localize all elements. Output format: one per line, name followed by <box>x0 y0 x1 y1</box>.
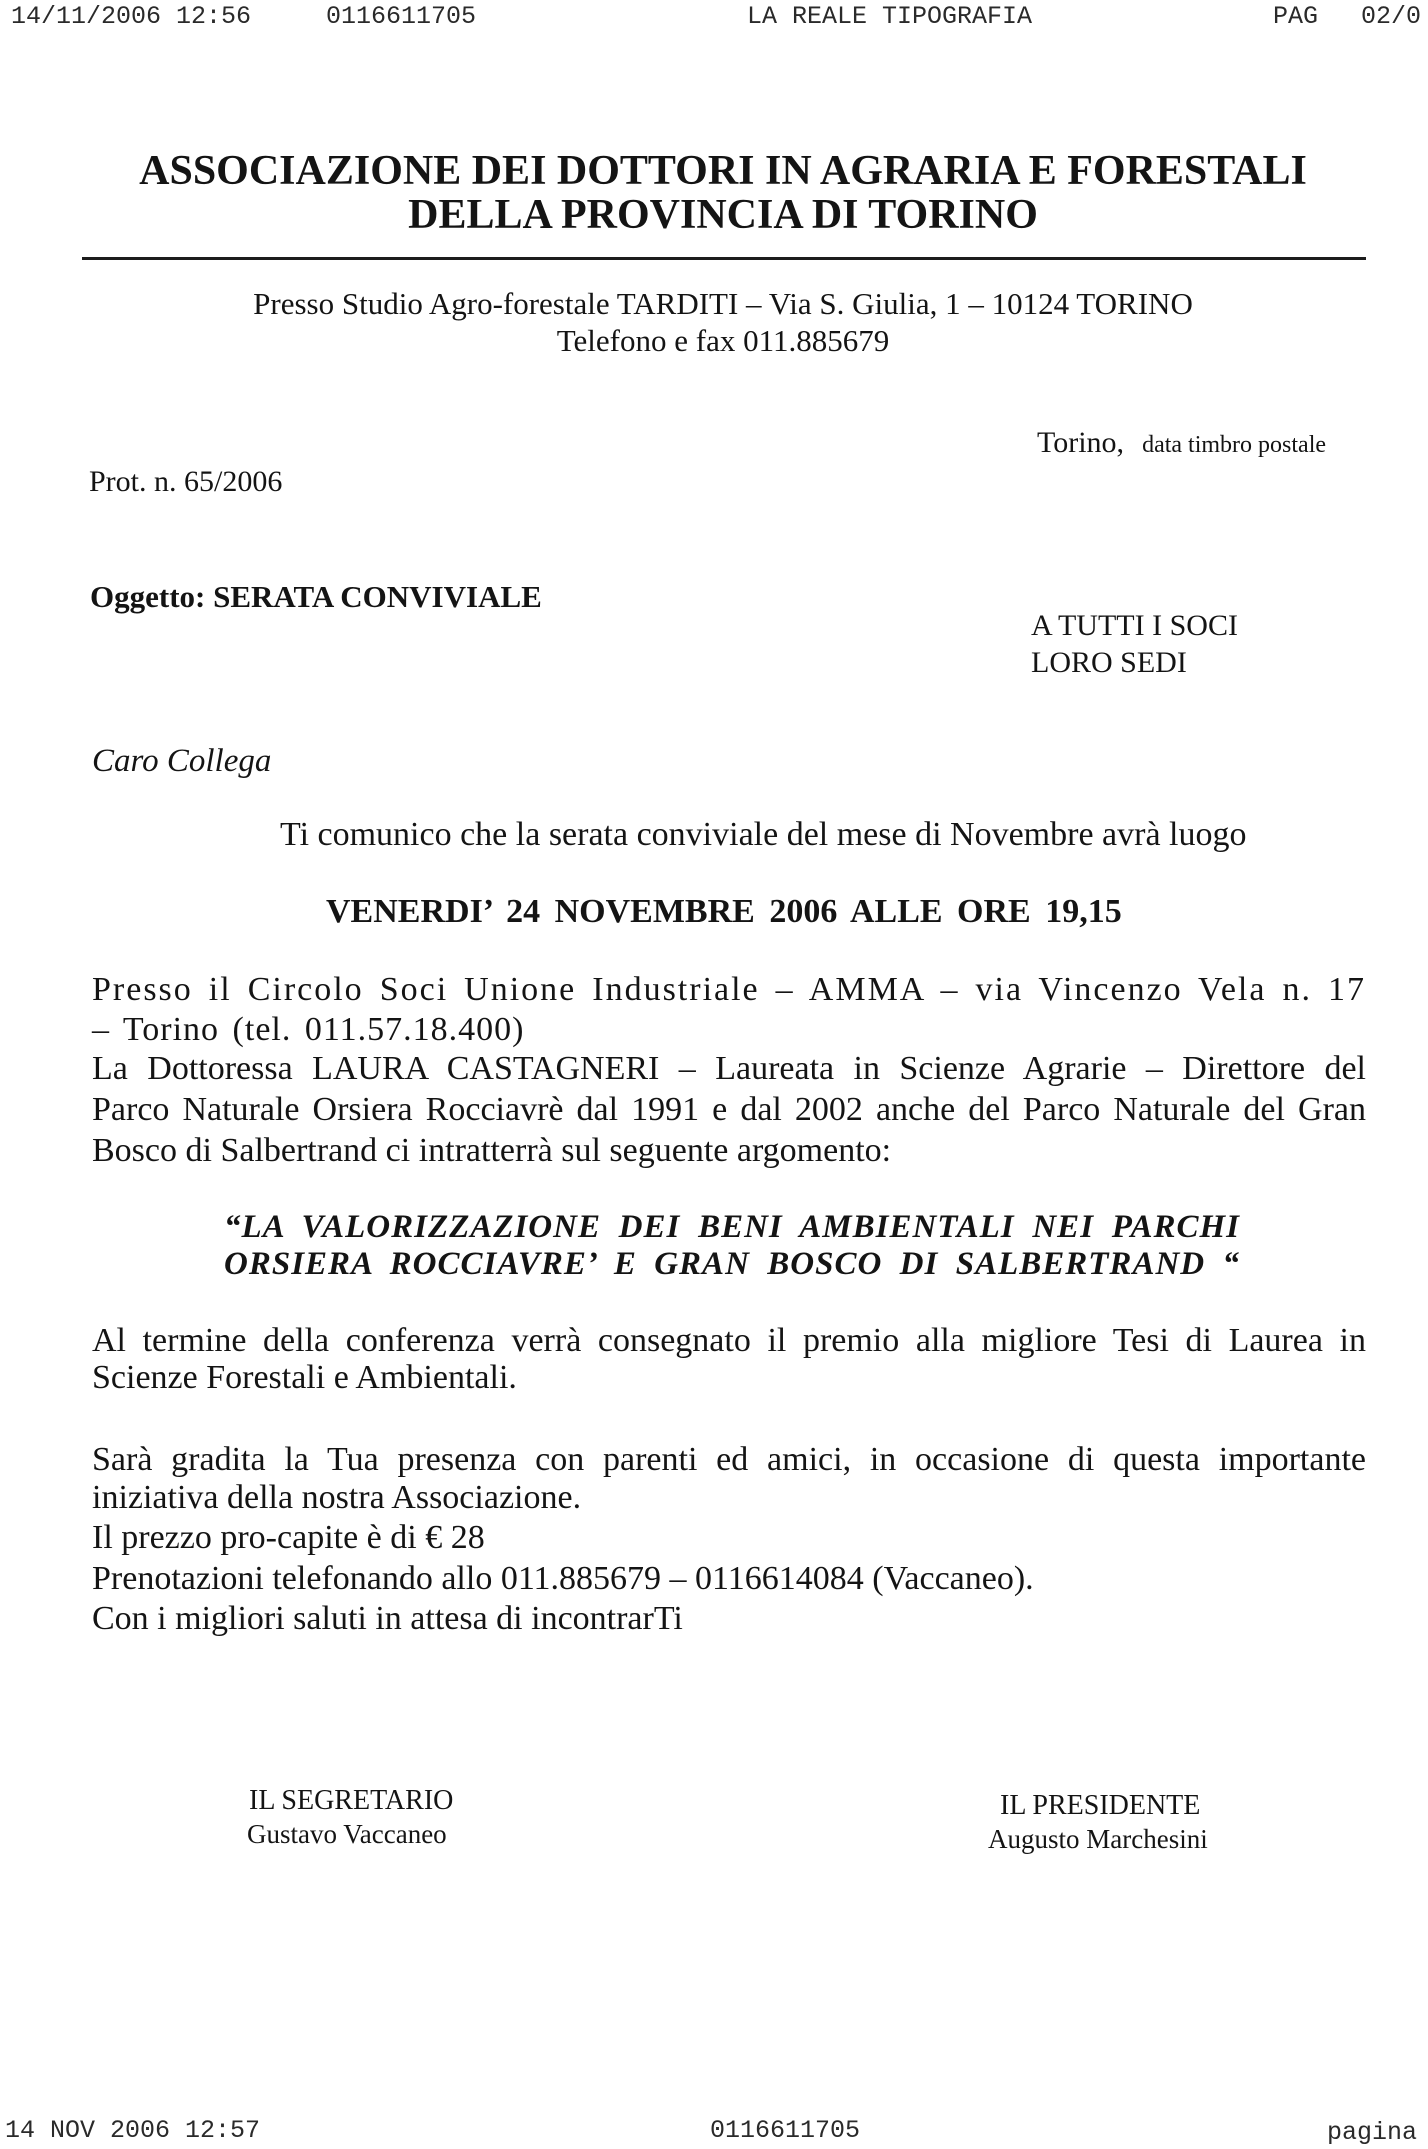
recipient-line: LORO SEDI <box>1031 646 1187 679</box>
fax-header-page: 02/0 <box>1361 2 1422 31</box>
speaker-line: Parco Naturale Orsiera Rocciavrè dal 1991 e dal 2002 anche del Parco Naturale del Gran <box>92 1091 1366 1128</box>
letterhead-rule <box>82 257 1366 260</box>
letterhead-phone: Telefono e fax 011.885679 <box>556 323 890 358</box>
letterhead-address: Presso Studio Agro-forestale TARDITI – Via S. Giulia, 1 – 10124 TORINO <box>253 286 1193 321</box>
venue-line: Presso il Circolo Soci Unione Industriale – AMMA – via Vincenzo Vela n. 17 <box>92 971 1366 1008</box>
letterhead-title-line1: ASSOCIAZIONE DEI DOTTORI IN AGRARIA E FORESTALI <box>139 148 1307 194</box>
venue-line: – Torino (tel. 011.57.18.400) <box>92 1011 525 1048</box>
signature-role-secretary: IL SEGRETARIO <box>249 1785 454 1816</box>
signature-name-secretary: Gustavo Vaccaneo <box>247 1819 447 1849</box>
event-date: VENERDI’ 24 NOVEMBRE 2006 ALLE ORE 19,15 <box>326 893 1122 930</box>
fax-header-page-label: PAG <box>1273 2 1319 31</box>
letterhead-title-line2: DELLA PROVINCIA DI TORINO <box>408 192 1038 238</box>
signature-name-president: Augusto Marchesini <box>988 1824 1208 1854</box>
date-note: data timbro postale <box>1142 432 1327 458</box>
closing-greeting: Con i migliori saluti in attesa di incontrarTi <box>92 1600 683 1637</box>
award-line: Al termine della conferenza verrà consegnato il premio alla migliore Tesi di Laurea in <box>92 1322 1366 1359</box>
fax-footer-page-label: pagina <box>1327 2118 1418 2147</box>
place: Torino, <box>1037 426 1125 459</box>
fax-header-sender: LA REALE TIPOGRAFIA <box>747 2 1033 31</box>
closing-line: iniziativa della nostra Associazione. <box>92 1479 582 1516</box>
fax-footer-datetime: 14 NOV 2006 12:57 <box>5 2116 261 2145</box>
speaker-line: La Dottoressa LAURA CASTAGNERI – Laureata in Scienze Agrarie – Direttore del <box>92 1050 1366 1087</box>
subject: Oggetto: SERATA CONVIVIALE <box>90 579 542 614</box>
fax-footer-number: 0116611705 <box>710 2116 861 2145</box>
recipient-line: A TUTTI I SOCI <box>1031 609 1238 642</box>
award-line: Scienze Forestali e Ambientali. <box>92 1359 517 1396</box>
price-line: Il prezzo pro-capite è di € 28 <box>92 1519 485 1556</box>
intro-text: Ti comunico che la serata conviviale del mese di Novembre avrà luogo <box>280 816 1247 853</box>
talk-title-line: ORSIERA ROCCIAVRE’ E GRAN BOSCO DI SALBERTRAND “ <box>224 1246 1240 1282</box>
place-date <box>1037 425 1326 466</box>
signature-role-president: IL PRESIDENTE <box>1000 1790 1201 1821</box>
salutation: Caro Collega <box>92 743 272 779</box>
closing-line: Sarà gradita la Tua presenza con parenti ed amici, in occasione di questa importante <box>92 1441 1366 1478</box>
talk-title-line: “LA VALORIZZAZIONE DEI BENI AMBIENTALI NEI PARCHI <box>224 1209 1240 1245</box>
fax-header-number: 0116611705 <box>326 2 477 31</box>
booking-line: Prenotazioni telefonando allo 011.885679 – 0116614084 (Vaccaneo). <box>92 1560 1034 1597</box>
speaker-line: Bosco di Salbertrand ci intratterrà sul seguente argomento: <box>92 1132 892 1169</box>
protocol-number: Prot. n. 65/2006 <box>89 465 283 498</box>
fax-header-datetime: 14/11/2006 12:56 <box>11 2 252 31</box>
